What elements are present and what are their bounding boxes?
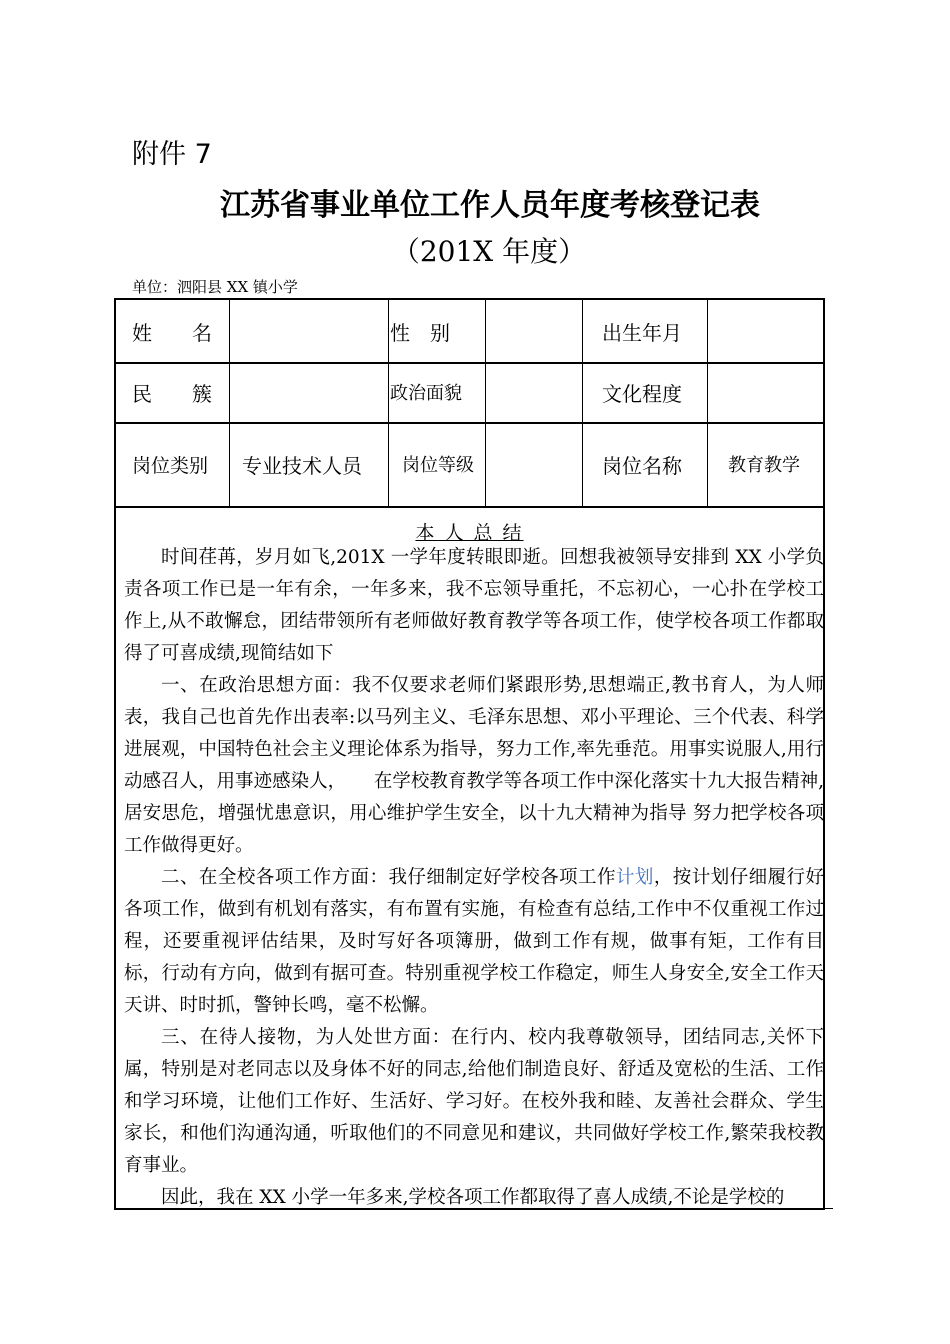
summary-paragraph-intro: 时间荏苒，岁月如飞,201X 一学年度转眼即逝。回想我被领导安排到 XX 小学负责各项工作已是一年有余，一年多来，我不忘领导重托，不忘初心，一心扑在学校工作上,从不敢懈怠，团结带领所有老师做好教育教学等各项工作，使学校各项工作都取得了可喜成绩,现简结如下 xyxy=(124,547,824,664)
registration-form xyxy=(114,298,825,1210)
unit-label: 单位：泗阳县 XX 镇小学 xyxy=(132,278,298,296)
form-year: （201X 年度） xyxy=(391,235,587,268)
summary-paragraph-conduct: 三、在待人接物，为人处世方面：在行内、校内我尊敬领导，团结同志,关怀下属，特别是对老同志以及身体不好的同志,给他们制造良好、舒适及宽松的生活、工作和学习环境，让他们工作好、生活好、学习好。在校外我和睦、友善社会群众、学生家长，和他们沟通沟通，听取他们的不同意见和建议，共同做好学校工作,繁荣我校教育事业。 xyxy=(124,1027,824,1176)
column-divider xyxy=(485,300,486,508)
column-divider xyxy=(229,300,230,508)
post-category-field[interactable]: 专业技术人员 xyxy=(242,453,362,478)
birth-date-label: 出生年月 xyxy=(602,320,682,345)
column-divider xyxy=(388,300,389,508)
row-divider xyxy=(116,362,823,364)
ethnicity-label: 民 簇 xyxy=(132,381,212,406)
row-divider xyxy=(116,506,823,508)
column-divider xyxy=(582,300,583,508)
post-name-label: 岗位名称 xyxy=(602,453,682,478)
summary-paragraph-conclusion: 因此，我在 XX 小学一年多来,学校各项工作都取得了喜人成绩,不论是学校的 xyxy=(161,1187,785,1208)
education-label: 文化程度 xyxy=(602,381,682,406)
gender-label: 性 别 xyxy=(390,320,450,345)
summary-paragraph-work: 二、在全校各项工作方面：我仔细制定好学校各项工作计划，按计划仔细履行好各项工作，做到有机划有落实，有布置有实施，有检查有总结,工作中不仅重视工作过程，还要重视评估结果，及时写好各项簿册，做到工作有规，做事有矩，工作有目标，行动有方向，做到有据可查。特别重视学校工作稳定，师生人身安全,安全工作天天讲、时时抓，警钟长鸣，毫不松懈。 xyxy=(124,867,824,1016)
attachment-label: 附件 7 xyxy=(132,139,212,170)
summary-heading: 本 人 总 结 xyxy=(415,522,524,544)
political-status-label: 政治面貌 xyxy=(390,383,462,404)
form-title: 江苏省事业单位工作人员年度考核登记表 xyxy=(220,188,760,223)
post-category-label: 岗位类别 xyxy=(132,454,209,477)
summary-paragraph-political: 一、在政治思想方面：我不仅要求老师们紧跟形势,思想端正,教书育人，为人师表，我自己也首先作出表率:以马列主义、毛泽东思想、邓小平理论、三个代表、科学进展观，中国特色社会主义理论体系为指导，努力工作,率先垂范。用事实说服人,用行动感召人，用事迹感染人， 在学校教育教学等各项工作中深化落实十九大报告精神,居安思危，增强忧患意识，用心维护学生安全，以十九大精神为指导 努力把学校各项工作做得更好。 xyxy=(124,675,824,856)
post-name-field[interactable]: 教育教学 xyxy=(728,455,800,476)
plan-link[interactable]: 计划 xyxy=(615,867,654,888)
column-divider xyxy=(707,300,708,508)
post-grade-label: 岗位等级 xyxy=(402,455,474,476)
name-label: 姓 名 xyxy=(132,320,212,345)
page-break-line xyxy=(825,1208,833,1209)
